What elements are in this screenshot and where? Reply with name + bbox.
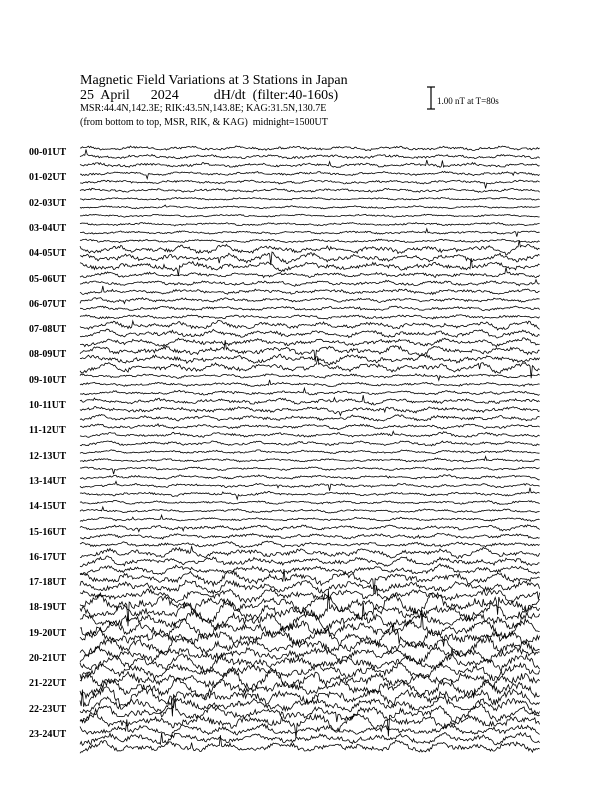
scale-bar <box>427 87 435 109</box>
trace-rik <box>80 507 540 513</box>
trace-kag <box>80 267 540 277</box>
order-line: (from bottom to top, MSR, RIK, & KAG) midnight=1500UT <box>80 117 328 128</box>
trace-rik <box>80 229 540 237</box>
stations-line: MSR:44.4N,142.3E; RIK:43.5N,143.8E; KAG:31.5N,130.7E <box>80 103 327 114</box>
trace-msr <box>80 586 540 603</box>
trace-rik <box>80 306 540 311</box>
hour-label: 17-18UT <box>29 577 67 589</box>
trace-kag <box>80 198 540 201</box>
hour-label: 04-05UT <box>29 248 67 260</box>
date-filter-line: 25 April 2024 dH/dt (filter:40-160s) <box>80 88 339 103</box>
trace-msr <box>80 735 540 753</box>
trace-kag <box>80 424 540 430</box>
trace-rik <box>80 180 540 188</box>
hour-label: 05-06UT <box>29 273 67 285</box>
trace-msr <box>80 286 540 294</box>
trace-msr <box>80 415 540 422</box>
hour-label: 18-19UT <box>29 602 67 614</box>
trace-rik <box>80 380 540 387</box>
hour-label: 23-24UT <box>29 728 67 740</box>
trace-rik <box>80 205 540 209</box>
trace-rik <box>80 678 540 699</box>
chart-title: Magnetic Field Variations at 3 Stations in Japan <box>80 73 348 88</box>
trace-msr <box>80 315 540 319</box>
trace-rik <box>80 150 540 159</box>
hour-label: 11-12UT <box>29 425 66 437</box>
hour-label: 14-15UT <box>29 501 67 513</box>
trace-msr <box>80 160 540 167</box>
trace-rik <box>80 406 540 415</box>
trace-kag <box>80 525 540 532</box>
trace-msr <box>80 441 540 446</box>
trace-msr <box>80 388 540 395</box>
trace-kag <box>80 546 540 558</box>
trace-msr <box>80 541 540 548</box>
trace-kag <box>80 320 540 330</box>
scale-label: 1.00 nT at T=80s <box>437 96 499 106</box>
trace-rik <box>80 533 540 539</box>
hour-label: 22-23UT <box>29 703 67 715</box>
trace-kag <box>80 171 540 178</box>
trace-kag <box>80 500 540 504</box>
trace-kag <box>80 374 540 381</box>
hour-label: 20-21UT <box>29 653 67 664</box>
hour-label: 21-22UT <box>29 678 67 690</box>
trace-msr <box>80 188 540 192</box>
hour-label: 01-02UT <box>29 172 67 184</box>
trace-rik <box>80 457 540 463</box>
hour-label: 09-10UT <box>29 374 67 386</box>
hour-label: 15-16UT <box>29 526 67 538</box>
trace-rik <box>80 354 540 365</box>
hour-label: 02-03UT <box>29 197 67 209</box>
trace-kag <box>80 593 540 626</box>
trace-kag <box>80 298 540 304</box>
trace-msr <box>80 214 540 217</box>
trace-rik <box>80 481 540 490</box>
trace-rik <box>80 733 540 746</box>
trace-rik <box>80 556 540 567</box>
trace-msr <box>80 338 540 347</box>
hour-label: 00-01UT <box>29 147 67 158</box>
trace-msr <box>80 713 540 738</box>
trace-msr <box>80 488 540 500</box>
hour-label: 10-11UT <box>29 400 66 411</box>
hour-label: 06-07UT <box>29 298 67 310</box>
hour-label: 08-09UT <box>29 349 67 361</box>
trace-rik <box>80 329 540 338</box>
hour-label: 19-20UT <box>29 627 67 639</box>
hour-label: 13-14UT <box>29 475 67 487</box>
hour-label: 03-04UT <box>29 222 67 234</box>
trace-group <box>80 146 540 753</box>
trace-msr <box>80 467 540 474</box>
trace-kag <box>80 395 540 405</box>
hour-label: 12-13UT <box>29 450 67 462</box>
hour-label: 16-17UT <box>29 551 67 563</box>
hour-label: 07-08UT <box>29 324 67 336</box>
trace-rik <box>80 431 540 437</box>
trace-kag <box>80 223 540 227</box>
trace-kag <box>80 146 540 151</box>
trace-msr <box>80 515 540 521</box>
trace-kag <box>80 450 540 454</box>
trace-msr <box>80 564 540 575</box>
trace-kag <box>80 475 540 480</box>
trace-rik <box>80 280 540 287</box>
trace-msr <box>80 239 540 242</box>
